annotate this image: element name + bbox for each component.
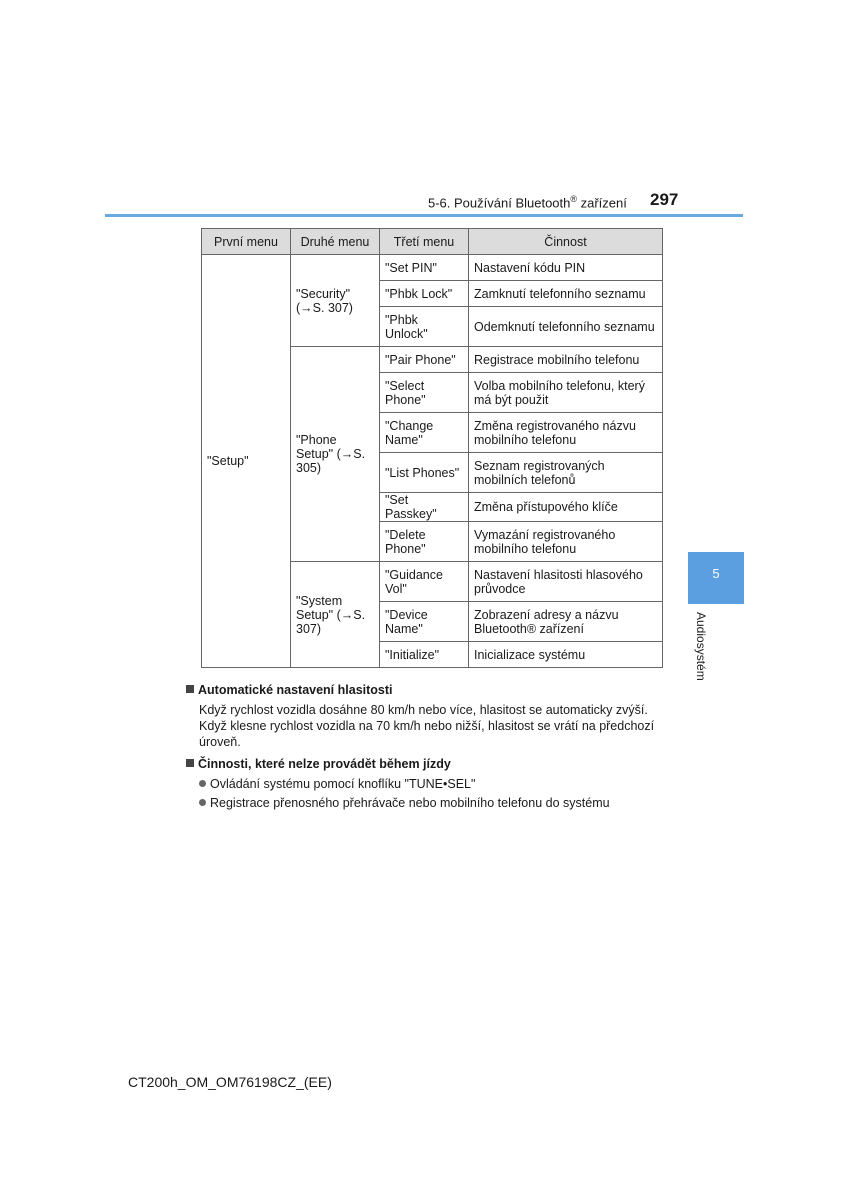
action-cell: Seznam registrovaných mobilních telefonů: [469, 453, 663, 493]
third-menu-cell: "Initialize": [380, 642, 469, 668]
third-menu-cell: "Set PIN": [380, 255, 469, 281]
action-cell: Zamknutí telefonního seznamu: [469, 281, 663, 307]
page-number: 297: [650, 190, 679, 209]
setup-menu-table: [201, 228, 663, 668]
header-action: Činnost: [469, 229, 663, 255]
third-menu-cell: "Select Phone": [380, 373, 469, 413]
list-item: Registrace přenosného přehrávače nebo mobilního telefonu do systému: [186, 795, 666, 811]
header-divider: [105, 214, 743, 217]
action-cell: Změna registrovaného názvu mobilního telefonu: [469, 413, 663, 453]
action-cell: Zobrazení adresy a názvu Bluetooth® zařízení: [469, 602, 663, 642]
action-cell: Volba mobilního telefonu, který má být použit: [469, 373, 663, 413]
table-header-row: [202, 229, 663, 255]
action-cell: Nastavení hlasitosti hlasového průvodce: [469, 562, 663, 602]
round-bullet-icon: [199, 799, 206, 806]
square-bullet-icon: [186, 759, 194, 767]
third-menu-cell: "Set Passkey": [380, 493, 469, 522]
table-row: [202, 255, 663, 281]
second-menu-cell: "Phone Setup" (→S. 305): [291, 347, 380, 562]
third-menu-cell: "Phbk Unlock": [380, 307, 469, 347]
action-cell: Nastavení kódu PIN: [469, 255, 663, 281]
chapter-tab: 5: [688, 552, 744, 604]
action-cell: Vymazání registrovaného mobilního telefonu: [469, 522, 663, 562]
notes-section: [186, 682, 666, 814]
second-menu-cell: "System Setup" (→S. 307): [291, 562, 380, 668]
note-heading: Činnosti, které nelze provádět během jízdy: [186, 756, 666, 772]
second-menu-cell: "Security" (→S. 307): [291, 255, 380, 347]
third-menu-cell: "Guidance Vol": [380, 562, 469, 602]
list-item: Ovládání systému pomocí knoflíku "TUNE•SEL": [186, 776, 666, 792]
first-menu-cell: "Setup": [202, 255, 291, 668]
third-menu-cell: "Delete Phone": [380, 522, 469, 562]
document-code: CT200h_OM_OM76198CZ_(EE): [128, 1074, 332, 1090]
third-menu-cell: "Change Name": [380, 413, 469, 453]
action-cell: Odemknutí telefonního seznamu: [469, 307, 663, 347]
third-menu-cell: "Phbk Lock": [380, 281, 469, 307]
chapter-label: Audiosystém: [694, 612, 708, 681]
note-paragraph: Když rychlost vozidla dosáhne 80 km/h nebo více, hlasitost se automaticky zvýší. Když klesne rychlost vozidla na 70 km/h nebo nižší, hlasitost se vrátí na předchozí úroveň.: [199, 703, 655, 749]
header-third-menu: Třetí menu: [380, 229, 469, 255]
action-cell: Změna přístupového klíče: [469, 493, 663, 522]
header-first-menu: První menu: [202, 229, 291, 255]
round-bullet-icon: [199, 780, 206, 787]
square-bullet-icon: [186, 685, 194, 693]
action-cell: Registrace mobilního telefonu: [469, 347, 663, 373]
note-heading: Automatické nastavení hlasitosti: [186, 682, 666, 698]
action-cell: Inicializace systému: [469, 642, 663, 668]
third-menu-cell: "Device Name": [380, 602, 469, 642]
third-menu-cell: "List Phones": [380, 453, 469, 493]
section-title: 5-6. Používání Bluetooth® zařízení: [428, 194, 627, 211]
header-second-menu: Druhé menu: [291, 229, 380, 255]
third-menu-cell: "Pair Phone": [380, 347, 469, 373]
page-header: [0, 190, 848, 220]
